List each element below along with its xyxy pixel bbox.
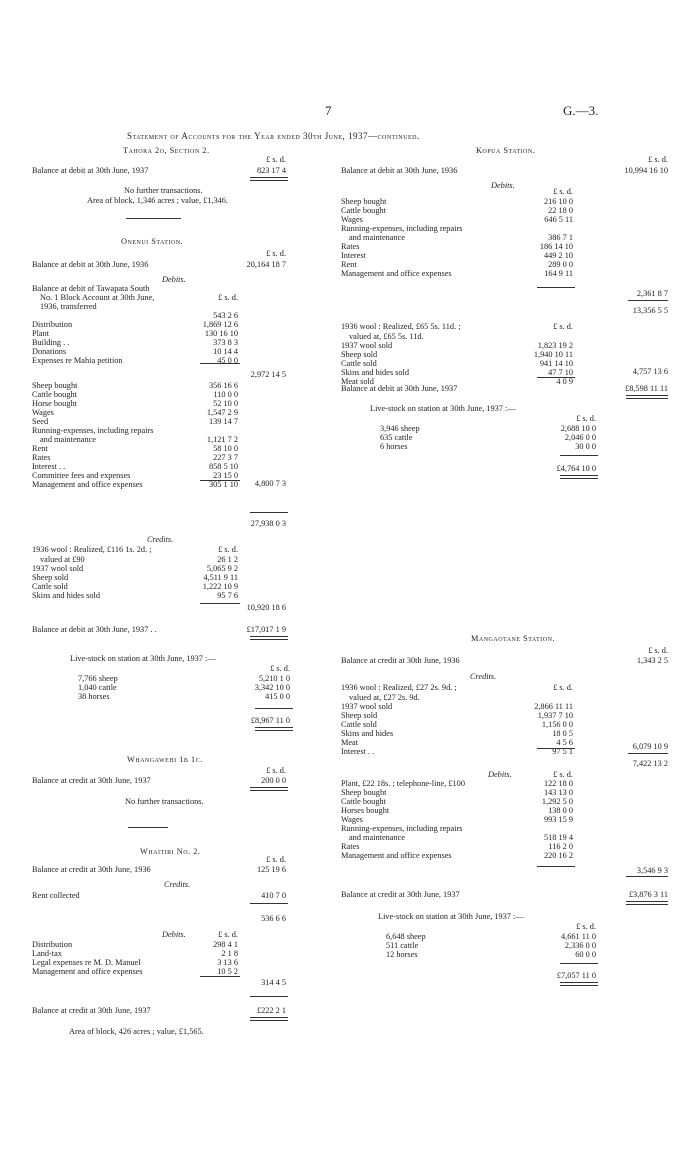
balance-value: 10,994 16 10: [624, 166, 668, 175]
section-heading: Mangaotane Station.: [471, 634, 556, 643]
subtotal-value: 2,972 14 5: [250, 370, 286, 379]
balance-label: Balance at credit at 30th June, 1937: [341, 890, 460, 899]
debit-line: and maintenance: [40, 435, 96, 444]
debit-line: Running-expenses, including repairs: [341, 824, 463, 833]
debit-row-label: Rates: [32, 453, 51, 462]
balance-value: 20,164 18 7: [246, 260, 286, 269]
credit-row-label: Meat sold: [341, 377, 374, 386]
balance-label: Balance at debit at 30th June, 1937 . .: [32, 625, 157, 634]
balance-value: £17,017 1 9: [246, 625, 286, 634]
debit-row-label: Management and office expenses: [341, 269, 452, 278]
debit-row-value: 449 2 10: [543, 251, 573, 260]
debit-row-value: 220 16 2: [543, 851, 573, 860]
column-header: £ s. d.: [218, 930, 238, 939]
credit-row-label: 1937 wool sold: [341, 341, 393, 350]
double-rule: [250, 787, 288, 791]
debits-label: Debits.: [491, 181, 515, 190]
credit-line: valued at, £65 5s. 11d.: [349, 332, 424, 341]
debit-row-label: Distribution: [32, 320, 73, 329]
debit-row-value: 23 15 0: [213, 471, 238, 480]
rule: [628, 300, 668, 301]
credit-row-value: 4 5 6: [556, 738, 573, 747]
credit-row-value: 4,511 9 11: [203, 573, 238, 582]
debit-row-value: 1,292 5 0: [541, 797, 573, 806]
balance-value: 125 19 6: [256, 865, 286, 874]
rule: [255, 708, 293, 709]
debit-total: 314 4 5: [261, 978, 286, 987]
debit-row-label: Wages: [341, 215, 363, 224]
debit-row-label: Interest: [341, 251, 366, 260]
debits-label: Debits.: [162, 930, 186, 939]
column-header: £ s. d.: [218, 293, 238, 302]
balance-label: Balance at debit at 30th June, 1936: [341, 166, 458, 175]
credit-row-label: Sheep sold: [341, 711, 378, 720]
debit-value: 1,121 7 2: [206, 435, 238, 444]
debit-row-label: Sheep bought: [32, 381, 78, 390]
debit-line: and maintenance: [349, 833, 405, 842]
credit-line: 1936 wool : Realized, £27 2s. 9d. ;: [341, 683, 457, 692]
livestock-row-value: 2,336 0 0: [564, 941, 596, 950]
double-rule: [560, 982, 598, 986]
debit-row-label: Wages: [32, 408, 54, 417]
debit-row-label: Legal expenses re M. D. Manuel: [32, 958, 141, 967]
double-rule: [250, 1017, 288, 1021]
debit-row-label: Cattle bought: [32, 390, 77, 399]
debit-row-label: Distribution: [32, 940, 73, 949]
livestock-label: Live-stock on station at 30th June, 1937 :—: [378, 912, 524, 921]
credit-row-label: Cattle sold: [32, 582, 68, 591]
credit-total: 4,757 13 6: [632, 367, 668, 376]
credit-row-value: 5,065 9 2: [206, 564, 238, 573]
debit-row-label: Cattle bought: [341, 797, 386, 806]
debits-label: Debits.: [488, 770, 512, 779]
debit-row-label: Committee fees and expenses: [32, 471, 131, 480]
page-number: 7: [325, 103, 332, 118]
credit-row-value: 47 7 10: [548, 368, 573, 377]
column-header: £ s. d.: [648, 155, 668, 164]
livestock-label: Live-stock on station at 30th June, 1937 :—: [70, 654, 216, 663]
rule: [126, 218, 181, 219]
debit-row-value: 130 16 10: [204, 329, 238, 338]
debit-row-label: Interest . .: [32, 462, 66, 471]
double-rule: [250, 177, 288, 181]
double-rule: [560, 475, 598, 479]
balance-label: Balance at debit at 30th June, 1937: [341, 384, 458, 393]
debit-row-value: 116 2 0: [548, 842, 573, 851]
rule: [628, 753, 668, 754]
livestock-row-value: 415 0 0: [265, 692, 290, 701]
debit-row-value: 356 16 6: [208, 381, 238, 390]
credit-row-label: 1937 wool sold: [32, 564, 84, 573]
credit-total: 6,079 10 9: [632, 742, 668, 751]
debit-row-value: 1,869 12 6: [202, 320, 238, 329]
column-header: £ s. d.: [218, 545, 238, 554]
total-value: 536 6 6: [261, 914, 286, 923]
livestock-row-label: 6,648 sheep: [386, 932, 426, 941]
subtotal-value: 4,800 7 3: [254, 479, 286, 488]
credit-row-label: Interest . .: [341, 747, 375, 756]
balance-value: £3,876 3 11: [628, 890, 668, 899]
column-header: £ s. d.: [266, 766, 286, 775]
balance-value: 1,343 2 5: [636, 656, 668, 665]
credit-row-label: Cattle sold: [341, 720, 377, 729]
livestock-row-value: 4,661 11 0: [561, 932, 596, 941]
debit-row-label: Land-tax: [32, 949, 62, 958]
livestock-row-value: 30 0 0: [575, 442, 596, 451]
column-header: £ s. d.: [553, 322, 573, 331]
total-value: 27,938 0 3: [250, 519, 286, 528]
debit-row-label: Plant: [32, 329, 50, 338]
section-heading: Tahora 2o, Section 2.: [123, 146, 210, 155]
double-rule: [250, 636, 288, 640]
rule: [537, 377, 575, 378]
debit-row-value: 110 0 0: [213, 390, 238, 399]
debit-row-label: Horse bought: [32, 399, 77, 408]
debits-label: Debits.: [162, 275, 186, 284]
credit-row-label: 1937 wool sold: [341, 702, 393, 711]
balance-value: £8,598 11 11: [625, 384, 668, 393]
debit-row-label: Rates: [341, 242, 360, 251]
debit-row-value: 45 0 0: [217, 356, 238, 365]
column-header: £ s. d.: [576, 922, 596, 931]
double-rule: [626, 395, 668, 399]
debit-value: 543 2 6: [213, 311, 238, 320]
rule: [626, 876, 668, 877]
debit-total: 2,361 8 7: [636, 289, 668, 298]
credit-line: 1936 wool : Realized, £116 1s. 2d. ;: [32, 545, 152, 554]
debit-row-value: 143 13 0: [543, 788, 573, 797]
credit-row-value: 97 5 1: [552, 747, 573, 756]
debit-row-label: Building . .: [32, 338, 70, 347]
double-rule: [255, 727, 293, 731]
livestock-total: £7,057 11 0: [556, 971, 596, 980]
debit-row-value: 289 0 0: [548, 260, 573, 269]
debit-row-value: 298 4 1: [213, 940, 238, 949]
credit-value: 26 1 2: [217, 555, 238, 564]
plant-label: Plant, £22 18s. ; telephone-line, £100: [341, 779, 465, 788]
column-header: £ s. d.: [553, 770, 573, 779]
credit-total: 10,920 18 6: [246, 603, 286, 612]
rule: [537, 287, 575, 288]
section-heading: Whaitiri No. 2.: [140, 847, 201, 856]
debit-line: Running-expenses, including repairs: [32, 426, 154, 435]
rule: [200, 603, 240, 604]
debit-row-value: 164 9 11: [544, 269, 573, 278]
livestock-row-label: 511 cattle: [386, 941, 419, 950]
rule: [200, 363, 240, 364]
credit-row-value: 1,940 10 11: [533, 350, 573, 359]
note: No further transactions.: [125, 797, 204, 806]
credit-line: 1936 wool : Realized, £65 5s. 11d. ;: [341, 322, 461, 331]
credit-row-value: 941 14 10: [539, 359, 573, 368]
livestock-row-label: 7,766 sheep: [78, 674, 118, 683]
rule: [560, 455, 598, 456]
debit-row-label: Management and office expenses: [32, 967, 143, 976]
debit-row-value: 22 18 0: [548, 206, 573, 215]
credit-row-label: Sheep sold: [341, 350, 378, 359]
credit-row-label: Sheep sold: [32, 573, 69, 582]
debit-row-value: 227 3 7: [213, 453, 238, 462]
section-heading: Whangawehi 1b 1c.: [127, 755, 203, 764]
debit-row-label: Seed: [32, 417, 49, 426]
livestock-row-label: 12 horses: [386, 950, 418, 959]
rule: [128, 827, 168, 828]
debit-row-value: 216 10 0: [543, 197, 573, 206]
rule: [560, 963, 598, 964]
rule: [200, 976, 240, 977]
debit-row-value: 3 13 6: [217, 958, 238, 967]
credit-row-value: 1,823 19 2: [537, 341, 573, 350]
debit-row-label: Sheep bought: [341, 197, 387, 206]
debit-row-value: 2 1 8: [221, 949, 238, 958]
credit-row-label: Skins and hides: [341, 729, 394, 738]
balance-label: Balance at credit at 30th June, 1937: [32, 776, 151, 785]
credit-row-value: 4 0 9: [556, 377, 573, 386]
credit-row-label: Skins and hides sold: [341, 368, 409, 377]
credit-row-value: 2,866 11 11: [534, 702, 573, 711]
note: Area of block, 426 acres ; value, £1,565.: [69, 1027, 204, 1036]
debit-total: 3,546 9 3: [636, 866, 668, 875]
debit-row-value: 858 5 10: [208, 462, 238, 471]
column-header: £ s. d.: [576, 414, 596, 423]
livestock-total: £8,967 11 0: [250, 716, 290, 725]
debit-row-value: 993 15 9: [543, 815, 573, 824]
livestock-row-label: 3,946 sheep: [380, 424, 420, 433]
debit-line: 1936, transferred: [40, 302, 97, 311]
note: Area of block, 1,346 acres ; value, £1,346.: [87, 196, 229, 205]
rule: [200, 480, 240, 481]
livestock-row-label: 1,040 cattle: [78, 683, 117, 692]
credits-label: Credits.: [164, 880, 191, 889]
debit-value: 518 19 4: [543, 833, 573, 842]
debit-row-label: Management and office expenses: [32, 480, 143, 489]
credit-row-label: Cattle sold: [341, 359, 377, 368]
debit-row-value: 305 1 10: [208, 480, 238, 489]
livestock-row-value: 5,210 1 0: [258, 674, 290, 683]
section-heading: Onenui Station.: [121, 237, 184, 246]
livestock-label: Live-stock on station at 30th June, 1937 :—: [370, 404, 516, 413]
total-value: 13,356 5 5: [632, 306, 668, 315]
plant-value: 122 18 0: [543, 779, 573, 788]
debit-row-value: 138 0 0: [548, 806, 573, 815]
document-code: G.—3.: [563, 103, 599, 118]
livestock-row-label: 6 horses: [380, 442, 408, 451]
balance-label: Balance at credit at 30th June, 1937: [32, 1006, 151, 1015]
credit-row-value: 1,222 10 9: [202, 582, 238, 591]
balance-value: 823 17 4: [256, 166, 286, 175]
note: No further transactions.: [124, 186, 203, 195]
column-header: £ s. d.: [266, 855, 286, 864]
livestock-row-value: 60 0 0: [575, 950, 596, 959]
rule: [250, 996, 288, 997]
debit-row-label: Sheep bought: [341, 788, 387, 797]
credit-row-value: 18 0 5: [552, 729, 573, 738]
credit-row-value: 95 7 6: [217, 591, 238, 600]
credit-row-label: Meat: [341, 738, 359, 747]
balance-label: Balance at debit at 30th June, 1937: [32, 166, 149, 175]
debit-row-label: Cattle bought: [341, 206, 386, 215]
debit-row-value: 373 8 3: [213, 338, 238, 347]
credit-row-value: 1,937 7 10: [537, 711, 573, 720]
debit-row-value: 52 10 0: [213, 399, 238, 408]
debit-line: and maintenance: [349, 233, 405, 242]
debit-row-label: Rent: [32, 444, 48, 453]
column-header: £ s. d.: [648, 646, 668, 655]
credit-row-value: 1,156 0 0: [541, 720, 573, 729]
debit-row-value: 186 14 10: [539, 242, 573, 251]
credit-row-label: Skins and hides sold: [32, 591, 100, 600]
rule: [537, 866, 575, 867]
credits-label: Credits.: [147, 535, 174, 544]
statement-title: Statement of Accounts for the Year ended 30th June, 1937—continued.: [127, 131, 420, 141]
livestock-row-label: 635 cattle: [380, 433, 413, 442]
debit-row-label: Expenses re Mahia petition: [32, 356, 123, 365]
balance-label: Balance at credit at 30th June, 1936: [32, 865, 151, 874]
column-header: £ s. d.: [553, 187, 573, 196]
livestock-total: £4,764 10 0: [556, 464, 596, 473]
debit-row-value: 1,547 2 9: [206, 408, 238, 417]
credit-line: valued at, £27 2s. 9d.: [349, 693, 420, 702]
rule: [250, 903, 288, 904]
rent-value: 410 7 0: [261, 891, 286, 900]
total-value: 7,422 13 2: [632, 759, 668, 768]
debit-row-value: 10 5 2: [217, 967, 238, 976]
balance-value: £222 2 1: [256, 1006, 286, 1015]
livestock-row-value: 2,046 0 0: [564, 433, 596, 442]
debit-row-value: 139 14 7: [208, 417, 238, 426]
debit-line: Running-expenses, including repairs: [341, 224, 463, 233]
column-header: £ s. d.: [553, 683, 573, 692]
debit-row-label: Management and office expenses: [341, 851, 452, 860]
debit-line: Balance at debit of Tawapata South: [32, 284, 150, 293]
balance-label: Balance at credit at 30th June, 1936: [341, 656, 460, 665]
debit-row-label: Wages: [341, 815, 363, 824]
column-header: £ s. d.: [270, 664, 290, 673]
debit-line: No. 1 Block Account at 30th June,: [40, 293, 155, 302]
debit-row-value: 10 14 4: [213, 347, 238, 356]
rule: [250, 512, 288, 513]
debit-row-label: Rent: [341, 260, 357, 269]
debit-value: 386 7 1: [548, 233, 573, 242]
credits-label: Credits.: [470, 672, 497, 681]
debit-row-value: 58 10 0: [213, 444, 238, 453]
balance-label: Balance at debit at 30th June, 1936: [32, 260, 149, 269]
debit-row-label: Donations: [32, 347, 67, 356]
debit-row-label: Rates: [341, 842, 360, 851]
credit-line: valued at £90: [40, 555, 85, 564]
double-rule: [626, 901, 668, 905]
debit-row-value: 646 5 11: [544, 215, 573, 224]
rent-label: Rent collected: [32, 891, 80, 900]
balance-value: 200 0 0: [261, 776, 286, 785]
livestock-row-value: 3,342 10 0: [254, 683, 290, 692]
column-header: £ s. d.: [266, 249, 286, 258]
column-header: £ s. d.: [266, 155, 286, 164]
livestock-row-value: 2,688 10 0: [560, 424, 596, 433]
debit-row-label: Horses bought: [341, 806, 390, 815]
rule: [537, 748, 575, 749]
livestock-row-label: 38 horses: [78, 692, 110, 701]
section-heading: Kopua Station.: [476, 146, 536, 155]
